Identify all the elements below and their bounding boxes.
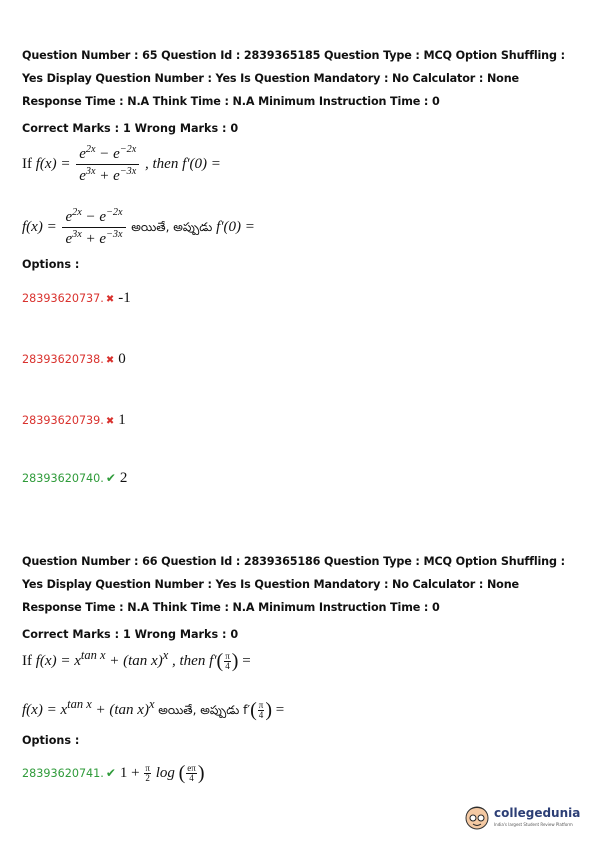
q65-option-1[interactable]: 28393620737. ✖ -1 — [22, 290, 131, 306]
q66-options-label: Options : — [22, 734, 80, 747]
mascot-icon — [462, 802, 492, 832]
q66-option-1[interactable]: 28393620741. ✔ 1 + $\frac{\pi}{2}$ log ( $\frac{e\pi}{4}$ ) — [22, 762, 205, 784]
logo-tagline: India's largest Student Review Platform — [494, 822, 573, 827]
check-icon: ✔ — [105, 765, 116, 780]
q65-option-3[interactable]: 28393620739. ✖ 1 — [22, 412, 126, 428]
q65-option-2[interactable]: 28393620738. ✖ 0 — [22, 351, 126, 367]
q65-english-question: If f(x) = $\frac{e^{2x} - e^{-2x}}{e^{3x} + e^{-3x}}$ , then f′(0) = — [22, 144, 221, 184]
cross-icon: ✖ — [105, 416, 115, 427]
q65-option-4[interactable]: 28393620740. ✔ 2 — [22, 470, 128, 486]
q65-options-label: Options : — [22, 258, 80, 271]
q66-english-question: If $f(x) = x^{tan x} + (\tan$ x)$^x$ , then f′( $\frac{\pi}{4}$ ) = — [22, 648, 251, 673]
q65-meta: Question Number : 65 Question Id : 2839365185 Question Type : MCQ Option Shuffling : Yes Display Question Number : Yes Is Question Mandatory : No Calculator : None Response Time : N.A Think Time : N.A Minimum Instruction Time : 0 — [22, 49, 565, 108]
q66-telugu-question: $f(x) = x^{tan x} + (\tan$ x)$^x$ అయితే, అప్పుడు f′( $\frac{\pi}{4}$ ) = — [22, 697, 285, 722]
cross-icon: ✖ — [105, 294, 115, 305]
cross-icon: ✖ — [105, 355, 115, 366]
q65-telugu-question: f(x) = $\frac{e^{2x} - e^{-2x}}{e^{3x} + e^{-3x}}$ అయితే, అప్పుడు f′(0) = — [22, 207, 255, 247]
q66-meta: Question Number : 66 Question Id : 2839365186 Question Type : MCQ Option Shuffling : Yes Display Question Number : Yes Is Question Mandatory : No Calculator : None Response Time : N.A Think Time : N.A Minimum Instruction Time : 0 — [22, 555, 565, 614]
q66-marks: Correct Marks : 1 Wrong Marks : 0 — [22, 628, 239, 641]
check-icon: ✔ — [105, 471, 116, 485]
q65-fraction: $\frac{e^{2x} - e^{-2x}}{e^{3x} + e^{-3x}}$ — [76, 144, 139, 185]
q65-marks: Correct Marks : 1 Wrong Marks : 0 — [22, 122, 239, 135]
logo-text: collegedunia — [494, 806, 581, 820]
collegedunia-logo — [462, 800, 581, 836]
